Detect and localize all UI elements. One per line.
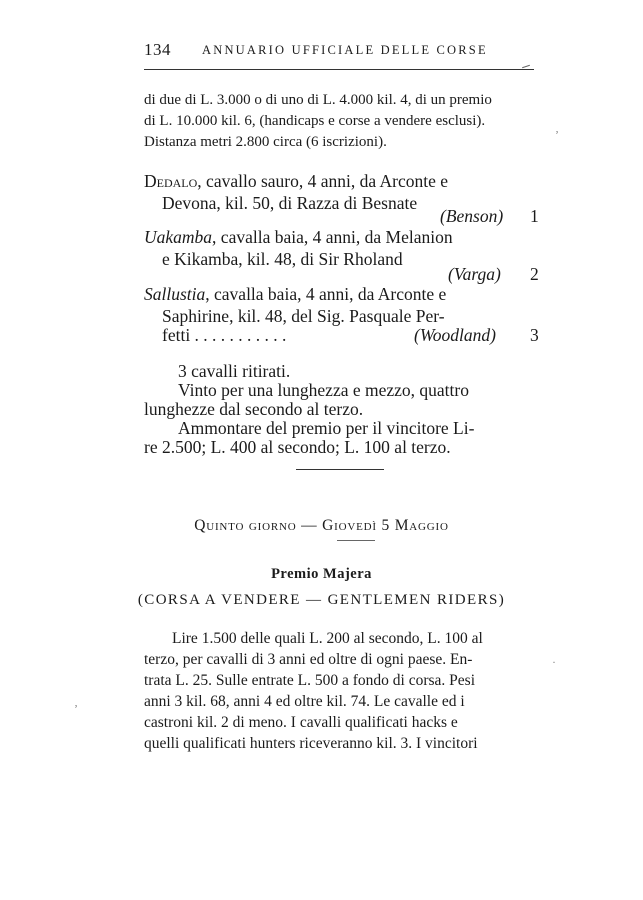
body-line: castroni kil. 2 di meno. I cavalli qualificati hacks e: [144, 714, 458, 731]
result-2-line-1: [144, 227, 453, 248]
prize-title: Premio Majera: [271, 566, 372, 582]
scan-speck: ʼ: [74, 702, 78, 716]
summary-line: Ammontare del premio per il vincitore Li-: [178, 418, 475, 438]
result-1-line-1: [144, 171, 448, 192]
day-heading-rule: [337, 540, 375, 541]
result-3-horse: Sallustia: [144, 284, 206, 304]
scan-speck: ʼ: [555, 128, 559, 142]
intro-line: di due di L. 3.000 o di uno di L. 4.000 kil. 4, di un premio: [144, 92, 492, 108]
summary-line: lunghezze dal secondo al terzo.: [144, 399, 364, 419]
race-conditions: (CORSA A VENDERE — GENTLEMEN RIDERS): [137, 592, 506, 608]
result-1-horse: Dedalo: [144, 171, 198, 191]
result-3-line-1: [144, 284, 446, 305]
result-1-jockey: (Benson): [440, 206, 504, 226]
summary-line: 3 cavalli ritirati.: [178, 361, 291, 381]
body-line: terzo, per cavalli di 3 anni ed oltre di ogni paese. En-: [144, 651, 473, 668]
result-2-horse: Uakamba: [144, 227, 213, 247]
result-3-line-2: Saphirine, kil. 48, del Sig. Pasquale Per-: [162, 306, 445, 326]
result-1-line-2: Devona, kil. 50, di Razza di Besnate: [162, 193, 418, 213]
intro-line: Distanza metri 2.800 circa (6 iscrizioni).: [144, 134, 387, 150]
body-line: anni 3 kil. 68, anni 4 ed oltre kil. 74. Le cavalle ed i: [144, 693, 465, 710]
body-line: trata L. 25. Sulle entrate L. 500 a fondo di corsa. Pesi: [144, 672, 476, 689]
result-2-line-2: e Kikamba, kil. 48, di Sir Rholand: [162, 249, 403, 269]
page-header: [144, 40, 536, 70]
scan-speck: ·: [552, 655, 556, 669]
day-heading-part2: Giovedì 5 Maggio: [322, 517, 449, 534]
body-line: quelli qualificati hunters riceveranno kil. 3. I vincitori: [144, 735, 478, 752]
result-2-jockey: (Varga): [448, 264, 501, 284]
body-line: Lire 1.500 delle quali L. 200 al secondo, L. 100 al: [172, 630, 483, 647]
result-3-place: 3: [530, 325, 539, 345]
page-number: 134: [144, 40, 171, 59]
section-divider: [296, 469, 384, 470]
summary-line: re 2.500; L. 400 al secondo; L. 100 al terzo.: [144, 437, 451, 457]
result-3-desc: , cavalla baia, 4 anni, da Arconte e: [205, 284, 447, 304]
result-1-desc: , cavallo sauro, 4 anni, da Arconte e: [197, 171, 449, 191]
intro-line: di L. 10.000 kil. 6, (handicaps e corse a vendere esclusi).: [144, 113, 486, 129]
day-heading-part1: Quinto giorno: [194, 517, 297, 534]
result-1-place: 1: [530, 206, 539, 226]
result-3-jockey: (Woodland): [414, 325, 496, 345]
summary-line: Vinto per una lunghezza e mezzo, quattro: [178, 380, 469, 400]
result-2-place: 2: [530, 264, 539, 284]
running-head: ANNUARIO UFFICIALE DELLE CORSE: [202, 43, 488, 57]
result-3-line-3: fetti . . . . . . . . . . .: [162, 325, 287, 345]
header-rule: [144, 69, 534, 70]
day-heading-dash: —: [296, 517, 323, 534]
day-heading: [0, 517, 643, 535]
result-2-desc: , cavalla baia, 4 anni, da Melanion: [212, 227, 453, 247]
